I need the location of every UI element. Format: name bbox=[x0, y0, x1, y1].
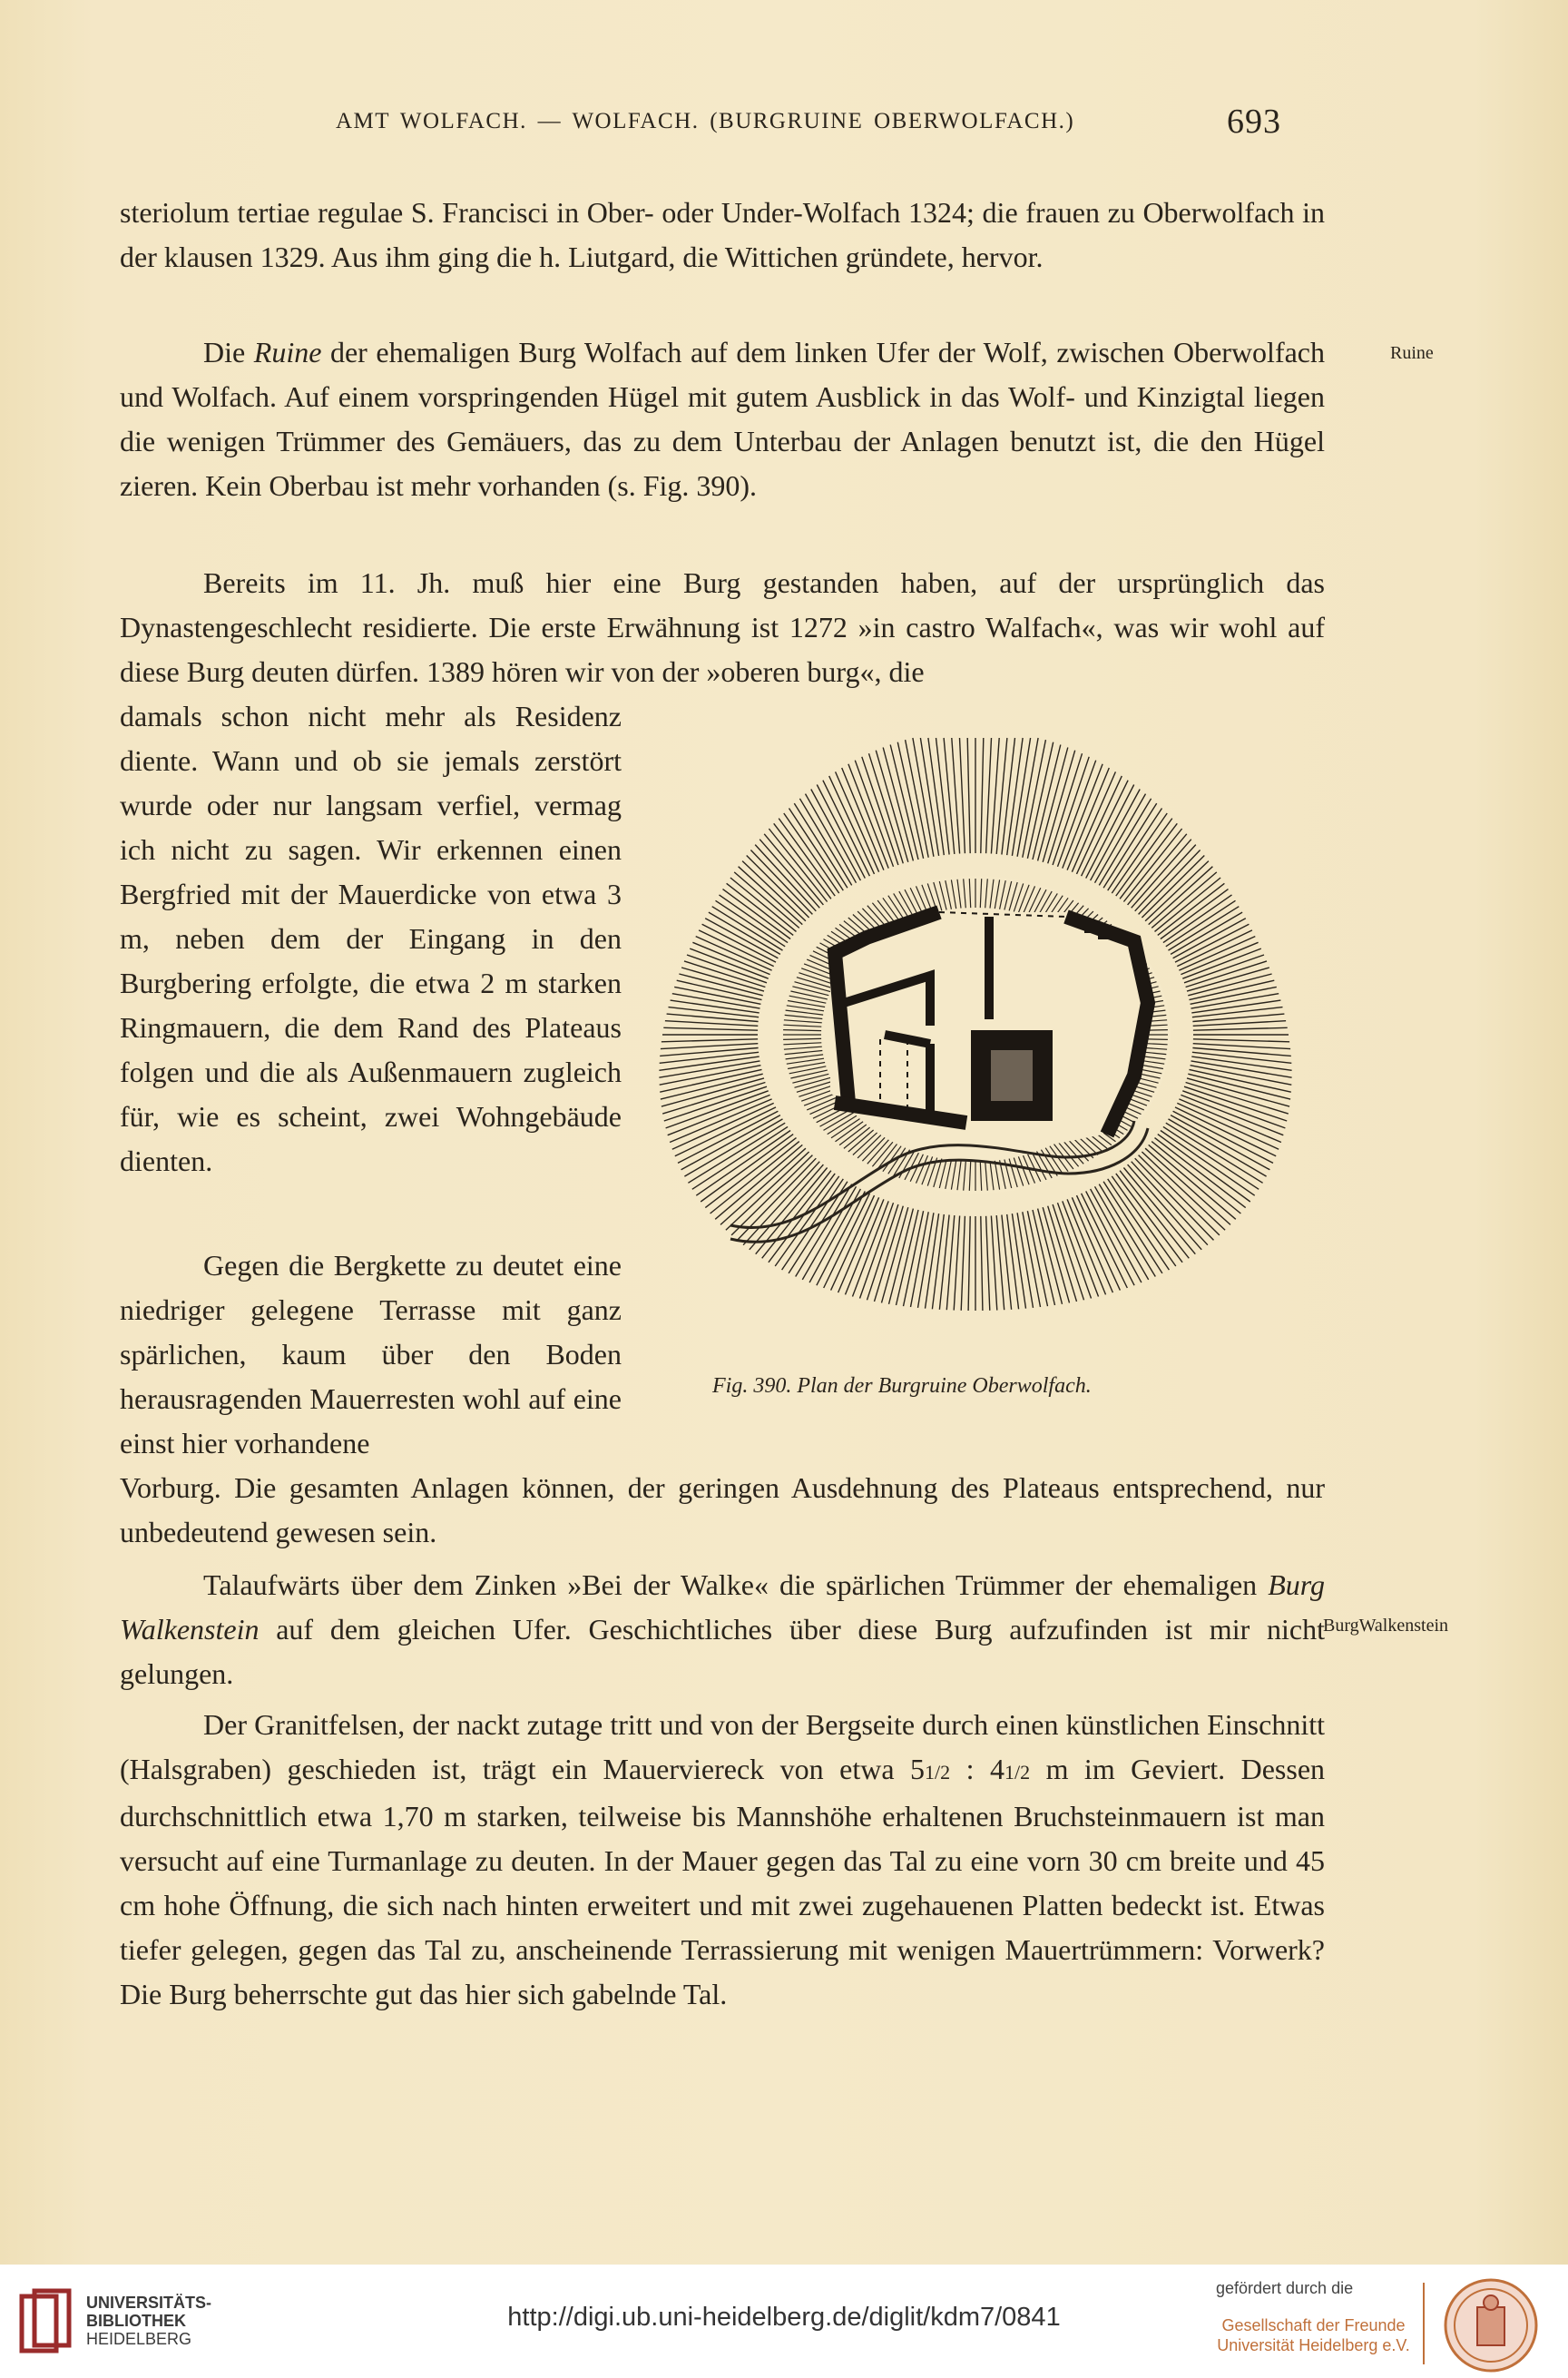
hatch-line bbox=[806, 794, 857, 883]
hatch-line bbox=[1116, 1174, 1182, 1263]
hatch-line bbox=[1120, 1171, 1189, 1259]
hatch-line bbox=[981, 738, 984, 853]
hatch-line bbox=[1091, 1189, 1142, 1282]
page-header bbox=[0, 102, 1568, 156]
hatch-line bbox=[823, 781, 870, 877]
permalink-url[interactable]: http://digi.ub.uni-heidelberg.de/diglit/kdm7/0841 bbox=[507, 2303, 1061, 2332]
hatch-line bbox=[986, 738, 992, 853]
hatch-line bbox=[660, 1048, 758, 1056]
paragraph-text: Bereits im 11. Jh. muß hier eine Burg gestanden haben, auf der ursprünglich das Dynastengeschlecht residierte. Die erste Erwähnung ist 1272 »in castro Walfach«, was wir wohl auf diese Burg deuten dürfen. 1389 hören wir von der »oberen burg«, die bbox=[120, 566, 1325, 688]
paragraph-text: Gegen die Bergkette zu deutet eine niedriger gelegene Terrasse mit ganz spärlichen, kaum über den Boden herausragenden Mauerresten wohl auf eine einst hier vorhandene bbox=[120, 1249, 622, 1459]
paragraph-4-full bbox=[120, 1466, 1325, 1555]
paragraph-text: Vorburg. Die gesamten Anlagen können, der geringen Ausdehnung des Plateaus entsprechend, nur unbedeutend gewesen sein. bbox=[120, 1471, 1325, 1548]
hatch-line bbox=[986, 1216, 990, 1311]
hatch-line bbox=[769, 1174, 835, 1263]
hatch-line bbox=[1177, 1103, 1279, 1149]
library-name-line: BIBLIOTHEK bbox=[86, 2312, 186, 2330]
figure-caption: Fig. 390. Plan der Burgruine Oberwolfach. bbox=[712, 1374, 1092, 1398]
hatch-line bbox=[1043, 1207, 1069, 1302]
hatch-line bbox=[926, 1214, 939, 1309]
footer-bar bbox=[0, 2265, 1568, 2378]
hatch-line bbox=[1142, 856, 1204, 919]
hatch-line bbox=[692, 1126, 788, 1189]
paragraph-text: auf dem gleichen Ufer. Geschichtliches über diese Burg aufzufinden ist mir nicht gelungen. bbox=[120, 1613, 1325, 1690]
hatch-line bbox=[1193, 1027, 1288, 1030]
hatch-line bbox=[883, 748, 913, 861]
hatch-line bbox=[1099, 799, 1151, 886]
paragraph-text: m im Geviert. Dessen durchschnittlich etwa 1,70 m starken, teilweise bis Mannshöhe erhaltenen Bruchsteinmauern ist man versucht auf eine Turmanlage zu deuten. In der Mauer gegen das Tal zu eine vorn 30 cm breite und 45 cm hohe Öffnung, die sich nach hinten erweitert und mit zwei zugehauenen Platten bedeckt ist. Etwas tiefer gelegen, gegen das Tal zu, anscheinende Terrassierung mit wenigen Mauertrümmern: Vorwerk? Die Burg beherrschte gut das hier sich gabelnde Tal. bbox=[120, 1753, 1326, 2010]
paragraph-text: steriolum tertiae regulae S. Francisci in Ober- oder Under-Wolfach 1324; die frauen zu Oberwolfach in der klausen 1329. Aus ihm ging die h. Liutgard, die Wittichen gründete, hervor. bbox=[120, 196, 1325, 273]
paragraph-2 bbox=[120, 330, 1325, 508]
hatch-line bbox=[742, 861, 806, 921]
hatch-line bbox=[747, 856, 809, 919]
hatch-line bbox=[1149, 867, 1213, 925]
paragraph-3-narrow bbox=[120, 694, 622, 1184]
emphasis-walkenstein: Burg Walkenstein bbox=[120, 1568, 1325, 1646]
hatch-line bbox=[1086, 785, 1134, 879]
hatch-line bbox=[1186, 961, 1267, 988]
hatch-line bbox=[661, 1044, 758, 1049]
hatch-line bbox=[665, 1021, 758, 1027]
margin-note-ruine: Ruine bbox=[1390, 343, 1434, 363]
hatch-line bbox=[890, 745, 918, 860]
hatch-line bbox=[799, 799, 851, 886]
hatch-line bbox=[991, 1216, 996, 1311]
hatch-line bbox=[875, 1206, 904, 1302]
paragraph-3-full bbox=[120, 561, 1325, 694]
hatch-line bbox=[1193, 1039, 1289, 1042]
society-name bbox=[1216, 2315, 1411, 2355]
paragraph-text: Talaufwärts über dem Zinken »Bei der Walke« die spärlichen Trümmer der ehemaligen bbox=[203, 1568, 1269, 1601]
hatch-line bbox=[660, 1052, 759, 1063]
hatch-line bbox=[661, 1074, 763, 1099]
hatch-line bbox=[954, 1216, 959, 1311]
hatch-line bbox=[1012, 1214, 1025, 1309]
emphasis-ruine: Ruine bbox=[253, 336, 322, 368]
hatch-line bbox=[936, 738, 950, 855]
hatch-line bbox=[1193, 1044, 1290, 1049]
paragraph-text: : bbox=[950, 1753, 990, 1785]
hatch-line bbox=[1095, 794, 1146, 883]
hatch-line bbox=[762, 1171, 831, 1259]
margin-note-text: Burg bbox=[1323, 1616, 1359, 1636]
hatch-line bbox=[1139, 850, 1200, 915]
hatch-line bbox=[811, 790, 861, 881]
hatch-line bbox=[1188, 1074, 1290, 1099]
margin-note-walkenstein bbox=[1323, 1616, 1448, 1636]
hatch-line bbox=[739, 867, 803, 925]
hatch-line bbox=[961, 1216, 965, 1311]
paragraph-text: Die bbox=[203, 336, 254, 368]
running-head: AMT WOLFACH. — WOLFACH. (BURGRUINE OBERWOLFACH.) bbox=[336, 109, 1075, 133]
library-name-line: HEIDELBERG bbox=[86, 2330, 192, 2348]
hatch-line bbox=[1187, 968, 1269, 991]
hatch-line bbox=[1086, 1191, 1134, 1285]
hatch-line bbox=[967, 738, 970, 853]
hatch-line bbox=[681, 968, 764, 991]
paragraph-1 bbox=[120, 191, 1325, 280]
paragraph-text: der ehemaligen Burg Wolfach auf dem linken Ufer der Wolf, zwischen Oberwolfach und Wolfach. Auf einem vorspringenden Hügel mit gutem Ausblick in das Wolf- und Kinzigtal liegen die wenigen Trümmer des Gemäuers, das zu dem Unterbau der Anlagen benutzt ist, die den Hügel zieren. Kein Oberbau ist mehr vorhanden (s. Fig. 390). bbox=[120, 336, 1326, 502]
hatch-line bbox=[1038, 748, 1068, 861]
society-name-line: Gesellschaft der Freunde bbox=[1221, 2316, 1406, 2334]
paragraph-text: damals schon nicht mehr als Residenz diente. Wann und ob sie jemals zerstört wurde oder nur langsam verfiel, vermag ich nicht zu sagen. Wir erkennen einen Bergfried mit der Mauerdicke von etwa 3 m, neben dem der Eingang in den Burgbering erfolgte, die etwa 2 m starken Ringmauern, die dem Rand des Plateaus folgen und die als Außenmauern zugleich für, wie es scheint, zwei Wohngebäude dienten. bbox=[120, 700, 622, 1177]
fraction-part: 1/2 bbox=[925, 1761, 951, 1784]
library-name-line: UNIVERSITÄTS- bbox=[86, 2294, 212, 2312]
hatch-line bbox=[1007, 1214, 1019, 1309]
hatch-line bbox=[755, 845, 816, 911]
hatch-line bbox=[1163, 1126, 1259, 1189]
hatch-line bbox=[1091, 790, 1141, 881]
footer-divider bbox=[1423, 2283, 1425, 2364]
hatch-line bbox=[968, 1216, 970, 1311]
society-name-line: Universität Heidelberg e.V. bbox=[1217, 2336, 1410, 2354]
hatch-line bbox=[1002, 738, 1015, 855]
keep-interior bbox=[991, 1050, 1033, 1101]
hatch-line bbox=[1192, 1052, 1291, 1063]
hatch-line bbox=[1192, 1048, 1290, 1056]
hatch-line bbox=[684, 961, 765, 988]
hatch-line bbox=[981, 1216, 983, 1311]
hatch-line bbox=[696, 1131, 790, 1196]
funded-by-label: gefördert durch die bbox=[1216, 2279, 1354, 2297]
paragraph-6 bbox=[120, 1703, 1325, 2017]
hatch-line bbox=[1135, 845, 1196, 911]
fraction-part: 1/2 bbox=[1004, 1761, 1031, 1784]
fraction-whole: 4 bbox=[989, 1753, 1004, 1785]
hatch-line bbox=[662, 1039, 758, 1042]
hatch-line bbox=[1145, 861, 1209, 921]
hatch-line bbox=[1033, 745, 1061, 860]
fraction-whole: 5 bbox=[910, 1753, 925, 1785]
hatch-line bbox=[1193, 1021, 1286, 1027]
hatch-line bbox=[1161, 1131, 1255, 1196]
hatch-line bbox=[932, 1214, 944, 1309]
hatch-line bbox=[1048, 1206, 1077, 1302]
hatch-line bbox=[882, 1207, 908, 1302]
hatch-line bbox=[1082, 781, 1129, 877]
castle-plan-figure bbox=[640, 731, 1316, 1366]
hatch-line bbox=[794, 803, 848, 888]
hatch-line bbox=[663, 1027, 758, 1030]
university-seal-icon bbox=[1441, 2275, 1541, 2375]
hatch-line bbox=[750, 850, 812, 915]
hatch-line bbox=[1103, 803, 1157, 888]
paragraph-text: Der Granitfelsen, der nackt zutage tritt und von der Bergseite durch einen künstlichen Einschnitt (Halsgraben) geschieden ist, trägt ein Mauerviereck von etwa bbox=[120, 1708, 1325, 1785]
page-number: 693 bbox=[1227, 103, 1281, 141]
hatch-line bbox=[672, 1103, 774, 1149]
paragraph-4-narrow bbox=[120, 1243, 622, 1466]
hatch-line bbox=[960, 738, 965, 853]
paragraph-5 bbox=[120, 1563, 1325, 1696]
margin-note-text: Walkenstein bbox=[1358, 1616, 1448, 1636]
hatch-line bbox=[817, 785, 865, 879]
